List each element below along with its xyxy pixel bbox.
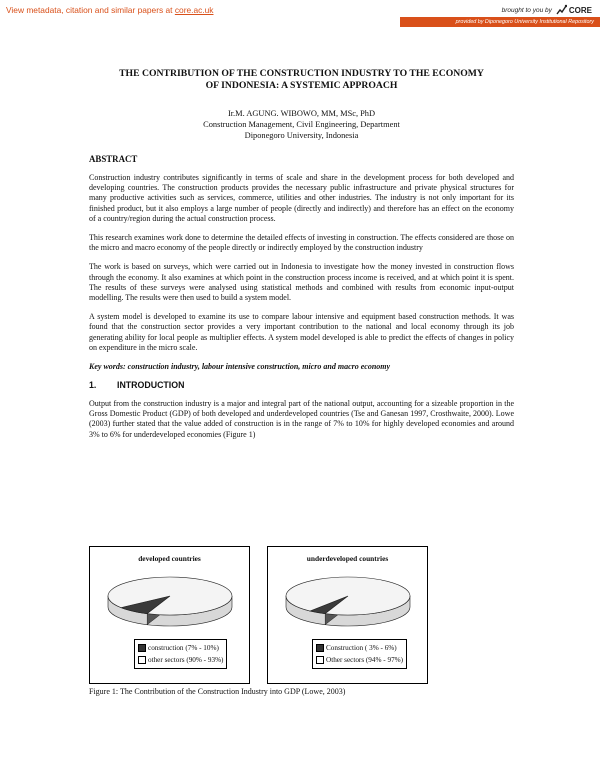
chart-title: developed countries xyxy=(138,554,201,563)
section-heading-introduction xyxy=(89,380,514,390)
pie-chart-svg xyxy=(100,572,240,634)
core-topbar xyxy=(0,0,600,28)
title-line-2: OF INDONESIA: A SYSTEMIC APPROACH xyxy=(205,80,398,91)
chart-legend xyxy=(312,639,407,669)
core-logo-text: CORE xyxy=(568,6,592,15)
paper-page xyxy=(89,60,514,696)
chart-underdeveloped xyxy=(267,546,428,684)
legend-swatch xyxy=(138,644,146,652)
view-metadata-prefix: View metadata, citation and similar papers at xyxy=(6,5,175,15)
abstract-paragraph-4: A system model is developed to examine its use to compare labour intensive and equipment based construction methods. It was found that the construction sector provides a very important contribution to the national and local economy through its job generating ability for local people as multiplier effects. A system model developed is able to predict the effects of changes in policy on expenditure in the micro scale. xyxy=(89,312,514,352)
pie-chart-svg xyxy=(278,572,418,634)
intro-paragraph-1: Output from the construction industry is a major and integral part of the national output, accounting for a sizeable proportion in the Gross Domestic Product (GDP) of both developed and underdeveloped countries (Tse and Ganesan 1997, Crosthwaite, 2000). Lowe (2003) further stated that the value added of construction is in the range of 7% to 10% for highly developed economies and around 3% to 6% for underdeveloped economies (Figure 1) xyxy=(89,399,514,439)
legend-swatch xyxy=(138,656,146,664)
core-logo-icon xyxy=(556,4,567,17)
figure-caption: Figure 1: The Contribution of the Construction Industry into GDP (Lowe, 2003) xyxy=(89,687,346,696)
section-number: 1. xyxy=(89,380,97,391)
brought-to-you-by[interactable] xyxy=(502,4,592,17)
legend-entry-construction xyxy=(138,642,223,654)
legend-label: Other sectors (94% - 97%) xyxy=(326,656,404,664)
pie-slice-1 xyxy=(286,577,410,615)
chart-developed xyxy=(89,546,250,684)
abstract-paragraph-2: This research examines work done to determine the detailed effects of investing in construction. The effects considered are those on the micro and macro economy of the people directly or indirectly employed by the construction industry xyxy=(89,233,514,253)
abstract-heading: ABSTRACT xyxy=(89,154,138,164)
legend-label: Construction ( 3% - 6%) xyxy=(326,644,397,652)
legend-label: construction (7% - 10%) xyxy=(148,644,219,652)
keywords: Key words: construction industry, labour intensive construction, micro and macro economy xyxy=(89,362,391,372)
provided-by-banner[interactable]: provided by Diponegoro University Institutional Repository xyxy=(400,17,600,27)
chart-legend xyxy=(134,639,227,669)
legend-entry-other xyxy=(138,654,223,666)
legend-label: other sectors (90% - 93%) xyxy=(148,656,224,664)
author-name: Ir.M. AGUNG. WIBOWO, MM, MSc, PhD xyxy=(227,109,376,118)
figure-1-charts xyxy=(89,546,514,684)
view-metadata-link[interactable] xyxy=(6,5,213,15)
brought-by-label: brought to you by xyxy=(501,7,552,14)
section-title: INTRODUCTION xyxy=(117,380,185,391)
author-block xyxy=(89,108,514,141)
chart-title: underdeveloped countries xyxy=(306,554,389,563)
legend-swatch xyxy=(316,656,324,664)
abstract-paragraph-3: The work is based on surveys, which were carried out in Indonesia to investigate how the money invested in construction flows through the economy. It also examines at which point in the construction process income is received, and at which point it is spent. The results of these surveys were analysed using statistical methods and combined with results from economic input-output modelling. The results were then used to build a system model. xyxy=(89,262,514,303)
core-domain-link[interactable]: core.ac.uk xyxy=(174,5,214,15)
author-department: Construction Management, Civil Engineering, Department xyxy=(203,120,400,129)
author-university: Diponegoro University, Indonesia xyxy=(244,131,359,140)
abstract-paragraph-1: Construction industry contributes significantly in terms of scale and share in the development process for both developed and developing countries. The construction products provides the necessary public infrastructure and private physical structures for many productive activities such as services, commerce, utilities and other industries. The industry is not only important for its finished product, but it also employs a large number of people (directly and indirectly) and therefore has an effect on the economy of a country/region during the actual construction process. xyxy=(89,173,514,223)
title-line-1: THE CONTRIBUTION OF THE CONSTRUCTION INDUSTRY TO THE ECONOMY xyxy=(119,68,484,79)
legend-entry-construction xyxy=(316,642,403,654)
paper-title xyxy=(89,68,514,92)
legend-swatch xyxy=(316,644,324,652)
legend-entry-other xyxy=(316,654,403,666)
